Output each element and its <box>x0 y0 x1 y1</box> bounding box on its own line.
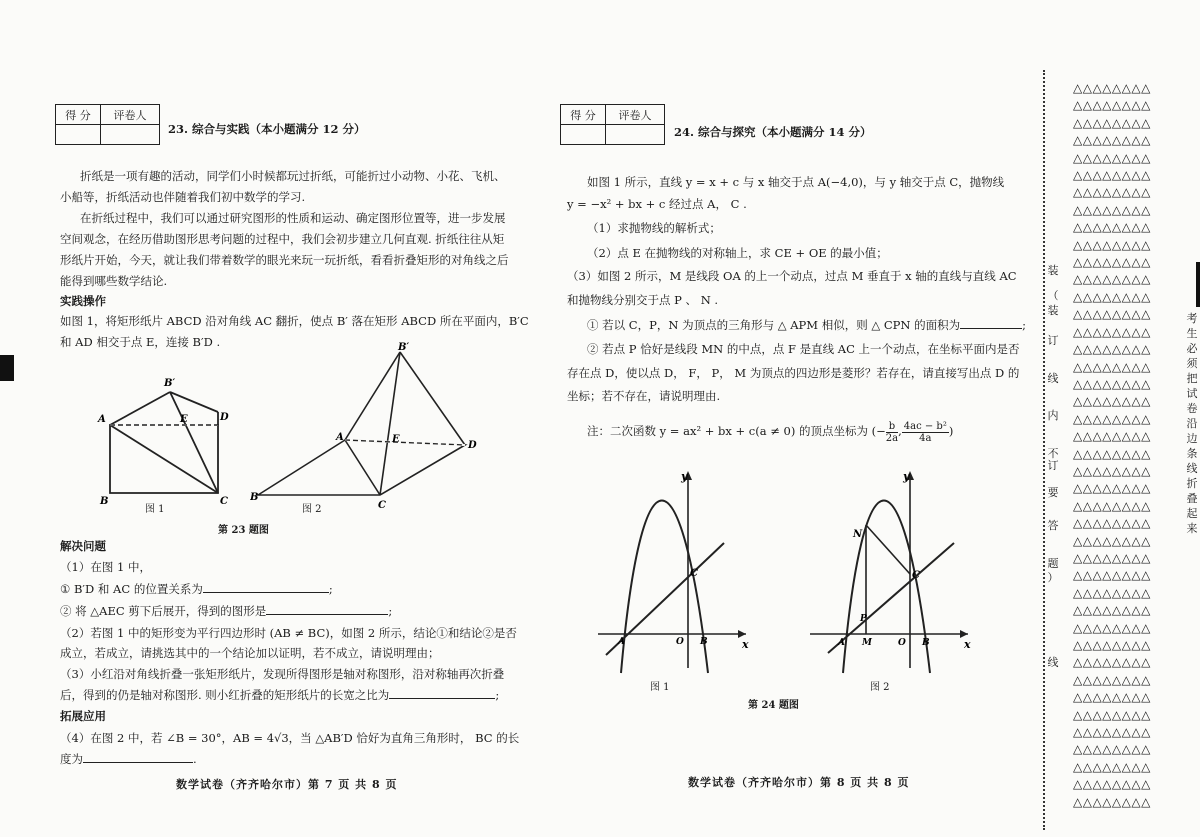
triangle-column: △△△△△△△△ △△△△△△△△ △△△△△△△△ △△△△△△△△ △△△△△△△△ △△△△△△△△ △△△△△△△△ △△△△△△△△ △△△△△△△△ △△△△△△△△ △△△△△△△△ △△△△△△△△ △△△△△△△△ △△△△△△△△ △△△△△△△△ △△△△△△△△ △△△△△△△△ △△△△△△△△ △△△△△△△△ △△△△△△△△ △△△△△△△△ △△△△△△△△ △△△△△△△△ △△△△△△△△ △△△△△△△△ △△△△△△△△ △△△△△△△△ △△△△△△△△ △△△△△△△△ △△△△△△△△ △△△△△△△△ △△△△△△△△ △△△△△△△△ △△△△△△△△ △△△△△△△△ △△△△△△△△ △△△△△△△△ △△△△△△△△ △△△△△△△△ △△△△△△△△ △△△△△△△△ △△△△△△△△ <box>1073 81 1151 809</box>
q24-figure-2 <box>808 463 978 678</box>
point-p-label: P <box>860 614 867 624</box>
q23-intro-3: 在折纸过程中，我们可以通过研究图形的性质和运动、确定图形位置等，进一步发展 <box>80 211 506 225</box>
scan-edge-mark <box>1196 262 1200 307</box>
q23-part3-line2: 后，得到的仍是轴对称图形. 则小红折叠的矩形纸片的长宽之比为 ; <box>60 688 500 702</box>
point-b-label-2: B <box>922 638 930 648</box>
point-n-label: N <box>853 529 863 540</box>
q24-line-9: 存在点 D，使以点 D， F， P， M 为顶点的四边形是菱形？若存在，请直接写出点 D 的 <box>567 366 1020 380</box>
score-box-q24 <box>560 104 665 145</box>
q23-part1a: ① B′D 和 AC 的位置关系为 ; <box>60 582 333 596</box>
axis-y-label-2: y <box>903 470 910 483</box>
point-c-label-2: C <box>912 570 920 581</box>
grader-label: 评卷人 <box>606 105 665 125</box>
answer-blank[interactable] <box>960 318 1022 329</box>
q24-title: 24. 综合与探究（本小题满分 14 分） <box>674 125 872 139</box>
score-cell <box>56 125 101 145</box>
binding-dotted-line <box>1043 70 1045 830</box>
origin-label: O <box>676 637 684 647</box>
label-a: A <box>98 414 106 425</box>
q23-intro-1: 折纸是一项有趣的活动，同学们小时候都玩过折纸，可能折过小动物、小花、飞机、 <box>80 169 506 183</box>
q23-figure-2 <box>250 340 490 510</box>
binding-char: 题 <box>1047 557 1059 570</box>
grader-label: 评卷人 <box>101 105 160 125</box>
binding-char: 答 <box>1047 519 1059 532</box>
answer-blank[interactable] <box>389 688 495 699</box>
page-7-footer: 数学试卷（齐齐哈尔市）第 7 页 共 8 页 <box>176 778 398 791</box>
binding-char: 要 <box>1047 486 1059 499</box>
practice-line-2: 和 AD 相交于点 E，连接 B′D . <box>60 335 221 349</box>
binding-char: 订 <box>1047 334 1059 347</box>
q23-title: 23. 综合与实践（本小题满分 12 分） <box>168 122 366 136</box>
label-e: E <box>180 414 188 425</box>
answer-blank[interactable] <box>203 582 329 593</box>
point-m-label: M <box>862 638 872 648</box>
label-a-2: A <box>336 432 344 443</box>
point-a-label: A <box>618 637 625 647</box>
label-d: D <box>220 412 229 423</box>
practice-line-1: 如图 1，将矩形纸片 ABCD 沿对角线 AC 翻折，使点 B′ 落在矩形 ABCD 所在平面内，B′C <box>60 314 529 328</box>
scan-edge-mark <box>0 355 14 381</box>
q23-part2-line2: 成立，若成立，请挑选其中的一个结论加以证明，若不成立，请说明理由； <box>60 646 440 660</box>
q23-part3-line1: （3）小红沿对角线折叠一张矩形纸片，发现所得图形是轴对称图形，沿对称轴再次折叠 <box>60 667 505 681</box>
binding-char: 不 <box>1047 447 1059 460</box>
score-label: 得 分 <box>56 105 101 125</box>
point-a-label-2: A <box>838 638 845 648</box>
q24-line-6: 和抛物线分别交于点 P 、 N . <box>567 293 719 307</box>
q23-part4-line1: （4）在图 2 中，若 ∠B = 30°，AB = 4√3，当 △AB′D 恰好为直角三角形时， BC 的长 <box>60 731 520 745</box>
origin-label-2: O <box>898 638 906 648</box>
grader-cell <box>606 125 665 145</box>
practice-heading: 实践操作 <box>60 294 106 308</box>
binding-char: 线 <box>1047 656 1059 669</box>
axis-y-label: y <box>681 470 688 483</box>
q23-intro-2: 小船等，折纸活动也伴随着我们初中数学的学习. <box>60 190 306 204</box>
label-b-2: B <box>250 492 259 503</box>
extension-heading: 拓展应用 <box>60 709 106 723</box>
q24-line-3: （1）求抛物线的解析式； <box>587 221 721 235</box>
label-c: C <box>220 496 228 507</box>
axis-x-label: x <box>742 638 749 651</box>
answer-blank[interactable] <box>83 752 193 763</box>
q24-line-10: 坐标；若不存在，请说明理由. <box>567 389 721 403</box>
q23-fig1-label: 图 1 <box>145 504 165 515</box>
label-c-2: C <box>378 500 386 510</box>
binding-char: 线 <box>1047 372 1059 385</box>
grader-cell <box>101 125 160 145</box>
q24-fig1-label: 图 1 <box>650 682 670 693</box>
axis-x-label-2: x <box>964 638 971 651</box>
solve-heading: 解决问题 <box>60 539 106 553</box>
label-d-2: D <box>468 440 477 451</box>
binding-char: 装 <box>1047 264 1059 277</box>
label-b-prime-2: B′ <box>398 342 410 353</box>
binding-char: ） <box>1047 571 1059 584</box>
q24-figure-1 <box>596 463 756 678</box>
score-box-q23 <box>55 104 160 145</box>
score-label: 得 分 <box>561 105 606 125</box>
q24-line-4: （2）点 E 在抛物线的对称轴上，求 CE + OE 的最小值； <box>587 246 888 260</box>
q23-part1: （1）在图 1 中， <box>60 560 151 574</box>
page-8-footer: 数学试卷（齐齐哈尔市）第 8 页 共 8 页 <box>688 776 910 789</box>
score-cell <box>561 125 606 145</box>
binding-notice: 考 生 必 须 把 试 卷 沿 边 条 线 折 叠 起 来 <box>1186 312 1198 535</box>
q23-part1b: ② 将 △AEC 剪下后展开，得到的图形是 ; <box>60 604 393 618</box>
binding-char: 内 <box>1047 409 1059 422</box>
q24-line-1: 如图 1 所示，直线 y = x + c 与 x 轴交于点 A(−4,0)，与 y 轴交于点 C，抛物线 <box>587 175 1005 189</box>
point-b-label: B <box>700 637 708 647</box>
q23-figure-caption: 第 23 题图 <box>218 525 269 536</box>
q24-line-8: ② 若点 P 恰好是线段 MN 的中点，点 F 是直线 AC 上一个动点，在坐标平面内是否 <box>587 342 1020 356</box>
binding-char: （ <box>1047 289 1059 302</box>
q23-part4-line2: 度为 . <box>60 752 197 766</box>
q24-figure-caption: 第 24 题图 <box>748 700 799 711</box>
q24-note: 注：二次函数 y = ax² + bx + c(a ≠ 0) 的顶点坐标为 (− $\frac{b}{2a}$ , $\frac{\text{4ac − b²}}{4a}$ ) <box>587 420 954 444</box>
q23-figure-1 <box>90 370 240 510</box>
point-c-label: C <box>690 568 698 579</box>
q24-line-7: ① 若以 C，P，N 为顶点的三角形与 △ APM 相似，则 △ CPN 的面积为 ; <box>587 318 1026 332</box>
binding-char: 订 <box>1047 459 1059 472</box>
label-b-prime: B′ <box>164 378 176 389</box>
q23-intro-5: 形纸片开始，今天，就让我们带着数学的眼光来玩一玩折纸，看看折叠矩形的对角线之后 <box>60 253 509 267</box>
answer-blank[interactable] <box>266 604 388 615</box>
q24-line-2: y = −x² + bx + c 经过点 A， C . <box>567 197 747 211</box>
label-b: B <box>100 496 109 507</box>
q24-fig2-label: 图 2 <box>870 682 890 693</box>
q23-intro-6: 能得到哪些数学结论. <box>60 274 168 288</box>
q24-line-5: （3）如图 2 所示，M 是线段 OA 的上一个动点，过点 M 垂直于 x 轴的直线与直线 AC <box>567 269 1017 283</box>
q23-part2-line1: （2）若图 1 中的矩形变为平行四边形时 (AB ≠ BC)，如图 2 所示，结论①和结论②是否 <box>60 626 517 640</box>
q23-intro-4: 空间观念，在经历借助图形思考问题的过程中，我们会初步建立几何直观. 折纸往往从矩 <box>60 232 505 246</box>
q23-fig2-label: 图 2 <box>302 504 322 515</box>
binding-char: 装 <box>1047 304 1059 317</box>
label-e-2: E <box>392 434 400 445</box>
